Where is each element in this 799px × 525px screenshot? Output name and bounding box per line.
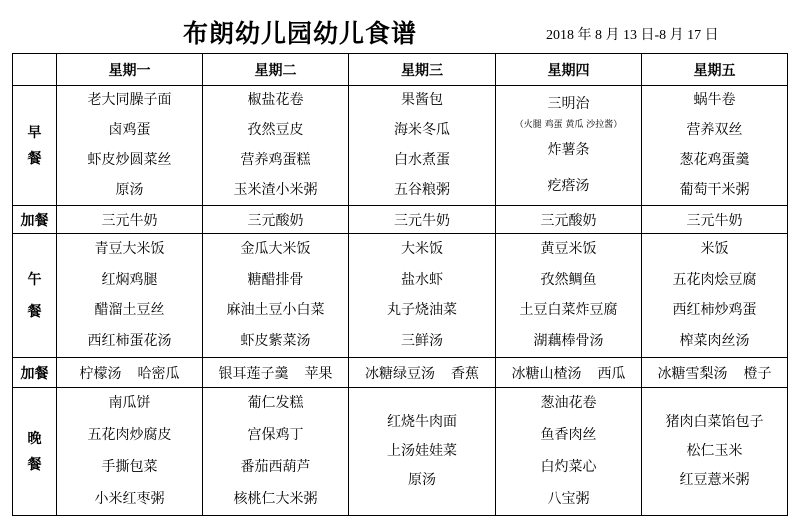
dish-note: （火腿 鸡蛋 黄瓜 沙拉酱） (514, 119, 623, 130)
dish: 果酱包 (401, 92, 443, 109)
dish: 老大同臊子面 (87, 92, 172, 109)
dish: 番茄西葫芦 (240, 458, 311, 475)
dish: 白灼菜心 (540, 458, 597, 475)
snack-item: 三元牛奶 (101, 212, 158, 229)
snack2-row (13, 358, 788, 388)
dish: 葱花鸡蛋羹 (679, 151, 750, 168)
dish: 葡萄干米粥 (679, 181, 750, 198)
dish: 核桃仁大米粥 (233, 490, 318, 507)
menu-cell (57, 388, 203, 516)
dish: 孜然鲷鱼 (540, 271, 597, 288)
snack2-label: 加餐 (13, 358, 57, 388)
dish: 孜然豆皮 (247, 122, 304, 139)
dish: 红豆薏米粥 (679, 472, 750, 488)
dish: 糖醋排骨 (247, 271, 304, 288)
day-header: 星期四 (496, 54, 642, 86)
dish: 盐水虾 (401, 271, 443, 288)
dish: 猪肉白菜馅包子 (665, 414, 764, 430)
dinner-row (13, 388, 788, 516)
dish: 大米饭 (401, 240, 443, 257)
dish: 黄豆米饭 (540, 240, 597, 257)
dish: 营养双丝 (686, 122, 743, 139)
day-header: 星期三 (349, 54, 496, 86)
menu-table (12, 53, 788, 516)
dish: 疙瘩汤 (547, 178, 590, 195)
snack-cell (57, 206, 203, 234)
lunch-label: 午 餐 (13, 234, 57, 358)
dish: 海米冬瓜 (394, 122, 450, 139)
dish: 炸薯条 (547, 142, 590, 159)
dish: 红焖鸡腿 (101, 271, 158, 288)
snack-cell (203, 358, 349, 388)
dinner-label: 晚 餐 (13, 388, 57, 516)
dish: 西红柿炒鸡蛋 (672, 302, 757, 319)
snack1-row (13, 206, 788, 234)
menu-cell (203, 86, 349, 206)
menu-cell (496, 234, 642, 358)
dish: 原汤 (115, 181, 144, 198)
day-header: 星期五 (642, 54, 788, 86)
menu-cell (349, 234, 496, 358)
menu-cell (642, 234, 788, 358)
menu-cell (496, 388, 642, 516)
snack-cell (57, 358, 203, 388)
snack-item: 冰糖山楂汤 (511, 365, 582, 382)
dish: 白水煮蛋 (394, 151, 450, 168)
dish: 原汤 (408, 472, 436, 488)
dish: 醋溜土豆丝 (94, 302, 165, 319)
day-header: 星期一 (57, 54, 203, 86)
snack-item: 苹果 (304, 365, 333, 382)
dish: 五谷粮粥 (394, 181, 450, 198)
snack-cell (349, 206, 496, 234)
day-header: 星期二 (203, 54, 349, 86)
dish: 蜗牛卷 (693, 92, 736, 109)
breakfast-label: 早 餐 (13, 86, 57, 206)
dish: 榨菜肉丝汤 (679, 333, 750, 350)
snack-item: 三元牛奶 (394, 212, 450, 229)
dish: 小米红枣粥 (94, 490, 165, 507)
menu-cell (642, 388, 788, 516)
dish: 葱油花卷 (540, 395, 597, 412)
dish: 南瓜饼 (108, 395, 151, 412)
dish: 玉米渣小米粥 (233, 181, 318, 198)
dish: 虾皮紫菜汤 (240, 333, 311, 350)
dish: 米饭 (700, 240, 729, 257)
snack-item: 三元牛奶 (686, 212, 743, 229)
dish: 手撕包菜 (101, 458, 158, 475)
dish: 金瓜大米饭 (240, 240, 311, 257)
snack-item: 银耳莲子羹 (218, 365, 289, 382)
menu-cell (57, 234, 203, 358)
lunch-row (13, 234, 788, 358)
date-range: 2018 年 8 月 13 日-8 月 17 日 (546, 28, 719, 43)
dish: 湖藕棒骨汤 (533, 333, 604, 350)
dish: 三明治 (547, 95, 590, 112)
dish: 虾皮炒圆菜丝 (87, 151, 172, 168)
menu-cell (203, 388, 349, 516)
snack1-label: 加餐 (13, 206, 57, 234)
snack-cell (203, 206, 349, 234)
menu-cell (496, 86, 642, 206)
snack-item: 香蕉 (451, 365, 479, 382)
dish: 五花肉烩豆腐 (672, 271, 757, 288)
dish: 红烧牛肉面 (387, 414, 457, 430)
corner-cell (13, 54, 57, 86)
snack-cell (496, 206, 642, 234)
dish: 西红柿蛋花汤 (87, 333, 172, 350)
dish: 五花肉炒腐皮 (87, 427, 172, 444)
snack-item: 冰糖雪梨汤 (657, 365, 728, 382)
menu-cell (203, 234, 349, 358)
snack-item: 哈密瓜 (137, 365, 180, 382)
menu-cell (349, 388, 496, 516)
dish: 丸子烧油菜 (387, 302, 457, 319)
dish: 八宝粥 (547, 490, 590, 507)
snack-cell (349, 358, 496, 388)
snack-item: 柠檬汤 (79, 365, 122, 382)
snack-item: 三元酸奶 (540, 212, 597, 229)
menu-cell (642, 86, 788, 206)
dish: 椒盐花卷 (247, 92, 304, 109)
menu-cell (57, 86, 203, 206)
dish: 麻油土豆小白菜 (226, 302, 325, 319)
header-row (13, 54, 788, 86)
menu-cell (349, 86, 496, 206)
page-title: 布朗幼儿园幼儿食谱 (183, 19, 418, 48)
dish: 宫保鸡丁 (247, 427, 304, 444)
dish: 上汤娃娃菜 (387, 443, 457, 459)
dish: 葡仁发糕 (247, 395, 304, 412)
breakfast-row (13, 86, 788, 206)
dish: 松仁玉米 (686, 443, 743, 459)
snack-item: 冰糖绿豆汤 (365, 365, 435, 382)
dish: 卤鸡蛋 (108, 122, 151, 139)
dish: 三鲜汤 (401, 333, 443, 350)
dish: 土豆白菜炸豆腐 (519, 302, 618, 319)
dish: 营养鸡蛋糕 (240, 151, 311, 168)
snack-cell (642, 358, 788, 388)
snack-cell (496, 358, 642, 388)
snack-item: 西瓜 (597, 365, 626, 382)
snack-item: 橙子 (743, 365, 772, 382)
dish: 青豆大米饭 (94, 240, 165, 257)
snack-item: 三元酸奶 (247, 212, 304, 229)
snack-cell (642, 206, 788, 234)
dish: 鱼香肉丝 (540, 427, 597, 444)
